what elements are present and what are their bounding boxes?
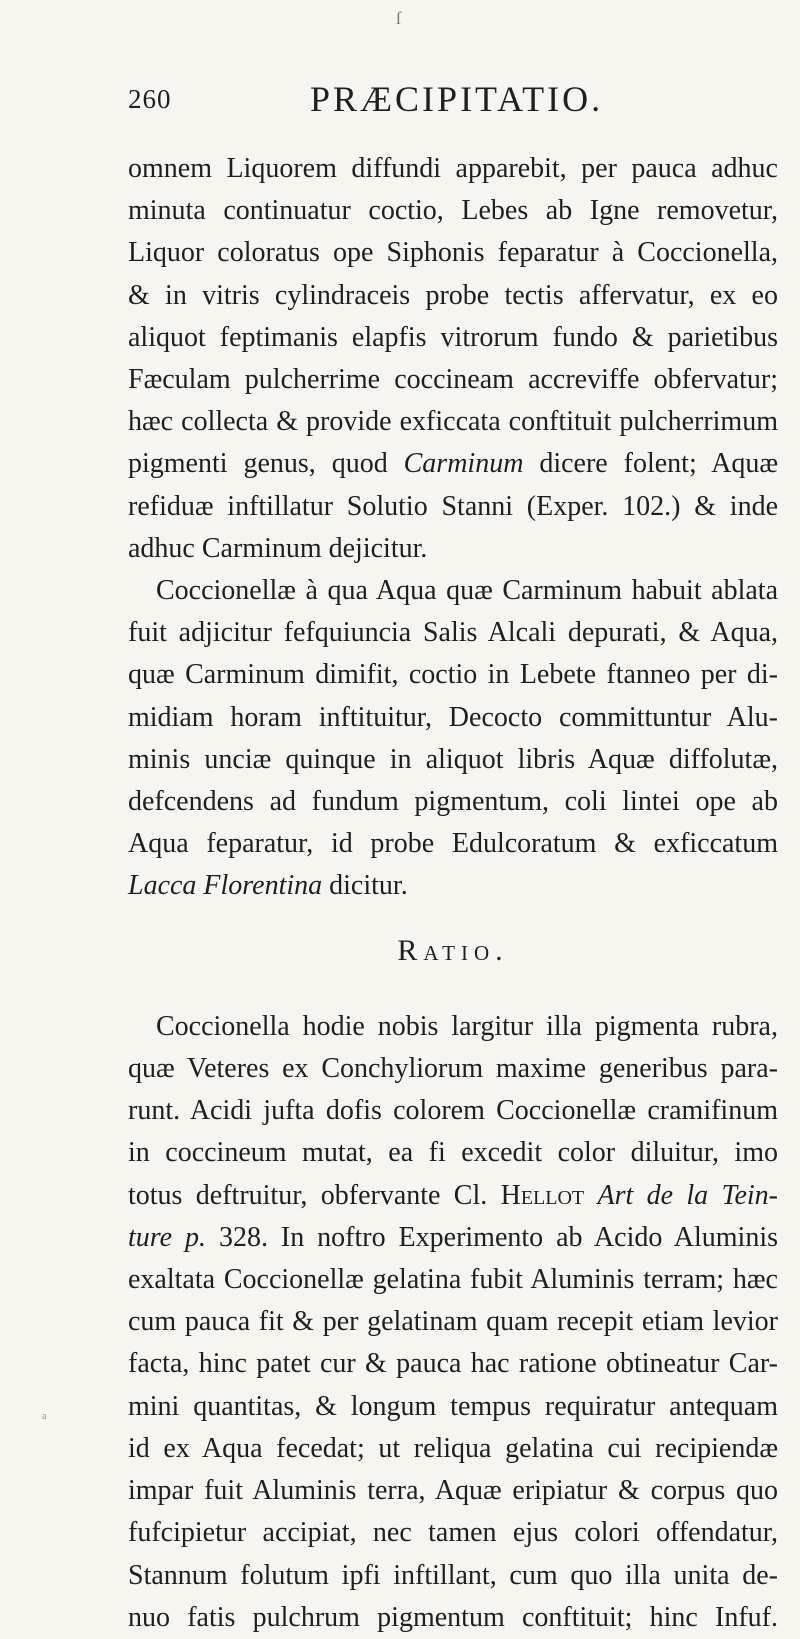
text-line: Liquor coloratus ope Siphonis feparatur à Coccionella, xyxy=(128,237,778,269)
text-line xyxy=(128,443,778,485)
running-title: PRÆCIPITATIO. xyxy=(310,79,604,119)
page-number: 260 xyxy=(128,84,172,114)
italic-term-lacca-florentina: Lacca Florentina xyxy=(128,870,323,902)
text-line: Coccionellæ à qua Aqua quæ Carminum habuit ablata xyxy=(156,575,778,607)
text-run: pigmenti genus, quod xyxy=(128,448,404,480)
ink-speck-bottom: ᵃ xyxy=(42,1408,47,1428)
text-line xyxy=(128,865,778,907)
text-line: adhuc Carminum dejicitur. xyxy=(128,532,428,564)
text-line: mini quantitas, & longum tempus requiratur antequam xyxy=(128,1390,778,1422)
text-line: defcendens ad fundum pigmentum, coli lintei ope ab xyxy=(128,786,778,818)
paragraph-2 xyxy=(128,570,778,908)
book-title: Art de la Tein- xyxy=(597,1179,778,1211)
running-head xyxy=(128,78,688,118)
text-line: facta, hinc patet cur & pauca hac ratione obtineatur Car- xyxy=(128,1348,778,1380)
text-line xyxy=(128,1217,778,1259)
text-run: 328. In noftro Experimento ab Acido Aluminis xyxy=(206,1221,778,1253)
body-text xyxy=(128,148,778,1639)
text-run xyxy=(584,1180,597,1211)
text-line: Stannum folutum ipfi inftillant, cum quo illa unita de- xyxy=(128,1559,778,1591)
text-line: minuta continuatur coctio, Lebes ab Igne removetur, xyxy=(128,195,778,227)
text-line: quæ Carminum dimifit, coctio in Lebete ftanneo per di- xyxy=(128,659,778,691)
section-heading: Ratio. xyxy=(397,933,509,967)
text-line xyxy=(128,1175,778,1217)
text-line: Aqua feparatur, id probe Edulcoratum & exficcatum xyxy=(128,828,778,860)
text-line: exaltata Coccionellæ gelatina fubit Aluminis terram; hæc xyxy=(128,1264,778,1296)
text-line: minis unciæ quinque in aliquot libris Aquæ diffolutæ, xyxy=(128,743,778,775)
text-run: dicitur. xyxy=(322,870,408,902)
text-run: totus deftruitur, obfervante Cl. xyxy=(128,1179,501,1211)
paragraph-1 xyxy=(128,148,778,570)
text-line: fufcipietur accipiat, nec tamen ejus colori offendatur, xyxy=(128,1517,778,1549)
text-line: runt. Acidi jufta dofis colorem Coccionellæ cramifinum xyxy=(128,1095,778,1127)
book-title-continued: ture p. xyxy=(128,1221,207,1253)
text-line: & in vitris cylindraceis probe tectis affervatur, ex eo xyxy=(128,279,778,311)
text-line: id ex Aqua fecedat; ut reliqua gelatina cui recipiendæ xyxy=(128,1432,778,1464)
text-line: aliquot feptimanis elapfis vitrorum fundo & parietibus xyxy=(128,321,778,353)
text-line: Coccionella hodie nobis largitur illa pigmenta rubra, xyxy=(156,1010,778,1042)
text-line: hæc collecta & provide exficcata conftituit pulcherrimum xyxy=(128,406,778,438)
text-line: refiduæ inftillatur Solutio Stanni (Exper. 102.) & inde xyxy=(128,490,778,522)
text-line: nuo fatis pulchrum pigmentum conftituit; hinc Infuf. xyxy=(128,1601,778,1633)
italic-term-carminum: Carminum xyxy=(403,448,524,480)
text-line: omnem Liquorem diffundi apparebit, per pauca adhuc xyxy=(128,153,778,184)
text-line: cum pauca fit & per gelatinam quam recepit etiam levior xyxy=(128,1306,778,1338)
text-line: Fæculam pulcherrime coccineam accreviffe obfervatur; xyxy=(128,364,778,396)
text-line: midiam horam inftituitur, Decocto committuntur Alu- xyxy=(128,701,778,733)
text-line: impar fuit Aluminis terra, Aquæ eripiatur & corpus quo xyxy=(128,1475,778,1507)
ink-speck-top: ſ xyxy=(396,8,402,28)
text-line: quæ Veteres ex Conchyliorum maxime generibus para- xyxy=(128,1053,778,1085)
text-line: fuit adjicitur fefquiuncia Salis Alcali depurati, & Aqua, xyxy=(128,617,778,649)
paragraph-3 xyxy=(128,1006,778,1639)
text-line: in coccineum mutat, ea fi excedit color diluitur, imo xyxy=(128,1137,778,1169)
author-name: Hellot xyxy=(500,1179,585,1211)
text-run: dicere folent; Aquæ xyxy=(523,448,779,480)
